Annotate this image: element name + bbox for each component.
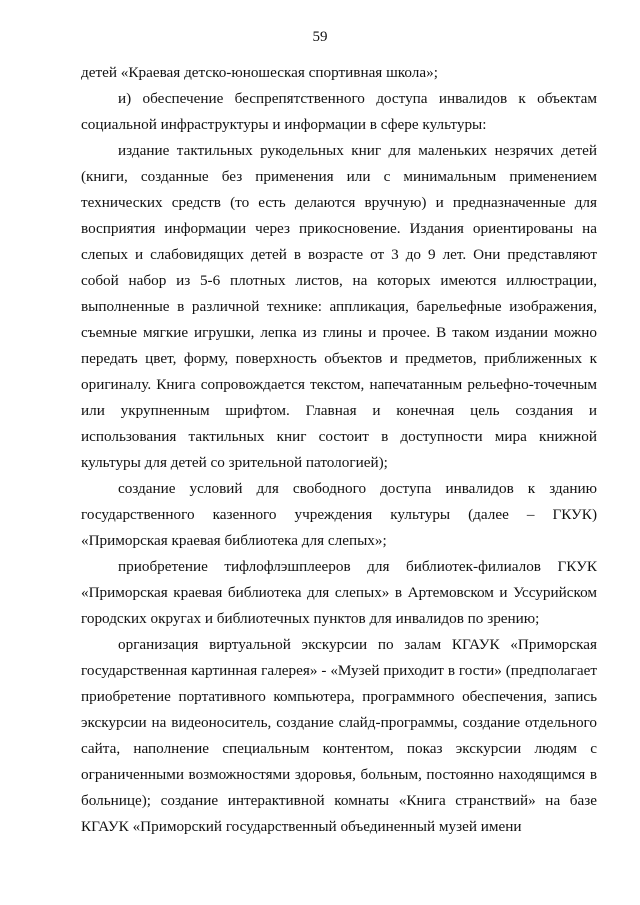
paragraph-virtual-tour: организация виртуальной экскурсии по залам КГАУК «Приморская государственная картинная галерея» - «Музей приходит в гости» (предполагает приобретение портативного компьютера, программного обеспечения, запись экскурсии на видеоноситель, создание слайд-программы, создание отдельного сайта, наполнение специальным контентом, показ экскурсии людям с ограниченными возможностями здоровья, больным, постоянно находящимся в больнице); создание интерактивной комнаты «Книга странствий» на базе КГАУК «Приморский государственный объединенный музей имени — [81, 636, 597, 835]
paragraph-building-access: создание условий для свободного доступа инвалидов к зданию государственного казенного учреждения культуры (далее – ГКУК) «Приморская краевая библиотека для слепых»; — [81, 480, 597, 549]
paragraph-item-i: и) обеспечение беспрепятственного доступа инвалидов к объектам социальной инфраструктуры и информации в сфере культуры: — [81, 90, 597, 133]
document-body — [81, 60, 597, 840]
paragraph-flash-players: приобретение тифлофлэшплееров для библиотек-филиалов ГКУК «Приморская краевая библиотека для слепых» в Артемовском и Уссурийском городских округах и библиотечных пунктов для инвалидов по зрению; — [81, 558, 597, 627]
paragraph-continuation: детей «Краевая детско-юношеская спортивная школа»; — [81, 64, 438, 81]
page-number: 59 — [312, 29, 328, 45]
paragraph-tactile-books: издание тактильных рукодельных книг для маленьких незрячих детей (книги, созданные без применения или с минимальным применением технических средств (то есть делаются вручную) и предназначенные для восприятия информации через прикосновение. Издания ориентированы на слепых и слабовидящих детей в возрасте от 3 до 9 лет. Они представляют собой набор из 5-6 плотных листов, на которых имеются иллюстрации, выполненные в различной технике: аппликация, барельефные изображения, съемные мягкие игрушки, лепка из глины и прочее. В таком издании можно передать цвет, форму, поверхность объектов и предметов, приближенных к оригиналу. Книга сопровождается текстом, напечатанным рельефно-точечным или укрупненным шрифтом. Главная и конечная цель создания и использования тактильных книг состоит в доступности мира книжной культуры для детей со зрительной патологией); — [81, 142, 597, 471]
